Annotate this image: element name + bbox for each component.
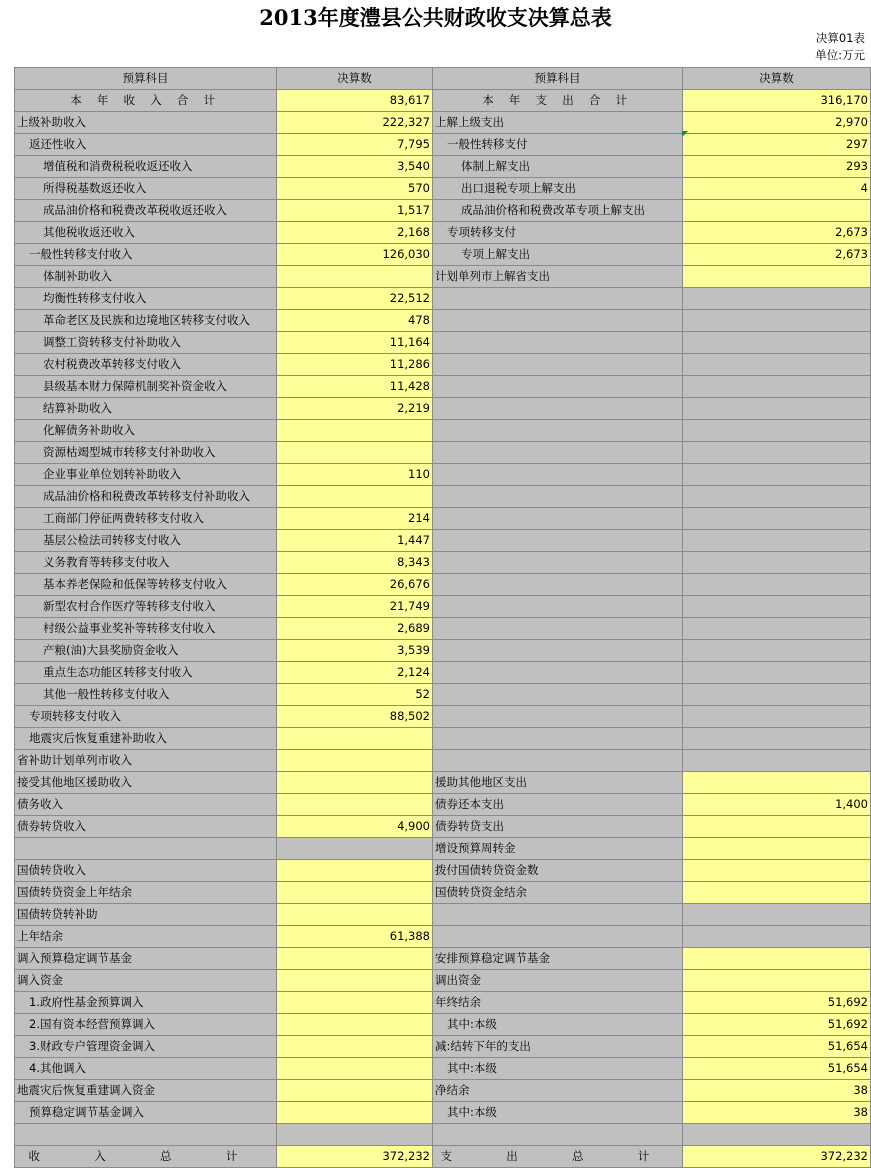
income-amount[interactable]: 110 [277, 464, 433, 486]
table-row [15, 970, 871, 992]
expenditure-amount[interactable] [683, 596, 871, 618]
income-item[interactable]: 化解债务补助收入 [15, 420, 277, 442]
income-item[interactable] [15, 838, 277, 860]
table-row [15, 1036, 871, 1058]
expenditure-item[interactable]: 调出资金 [433, 970, 683, 992]
income-item[interactable]: 收 入 总 计 [15, 1146, 277, 1168]
income-item[interactable]: 基本养老保险和低保等转移支付收入 [15, 574, 277, 596]
table-row [15, 266, 871, 288]
expenditure-item[interactable]: 本 年 支 出 合 计 [433, 90, 683, 112]
expenditure-amount[interactable] [683, 970, 871, 992]
income-item[interactable]: 专项转移支付收入 [15, 706, 277, 728]
table-row [15, 1014, 871, 1036]
income-amount[interactable] [277, 970, 433, 992]
income-amount[interactable] [277, 904, 433, 926]
income-amount[interactable] [277, 420, 433, 442]
income-item[interactable]: 省补助计划单列市收入 [15, 750, 277, 772]
table-row [15, 574, 871, 596]
expenditure-item[interactable]: 国债转贷资金结余 [433, 882, 683, 904]
expenditure-item[interactable]: 其中:本级 [433, 1058, 683, 1080]
expenditure-amount[interactable] [683, 772, 871, 794]
table-row [15, 244, 871, 266]
expenditure-item[interactable] [433, 904, 683, 926]
expenditure-amount[interactable] [683, 574, 871, 596]
expenditure-amount[interactable]: 38 [683, 1102, 871, 1124]
expenditure-item[interactable] [433, 618, 683, 640]
expenditure-item[interactable] [433, 926, 683, 948]
expenditure-item[interactable]: 上解上级支出 [433, 112, 683, 134]
expenditure-item[interactable] [433, 376, 683, 398]
table-row [15, 618, 871, 640]
expenditure-item[interactable]: 减:结转下年的支出 [433, 1036, 683, 1058]
income-item[interactable]: 其他税收返还收入 [15, 222, 277, 244]
income-amount[interactable] [277, 882, 433, 904]
expenditure-item[interactable]: 计划单列市上解省支出 [433, 266, 683, 288]
expenditure-amount[interactable] [683, 860, 871, 882]
income-amount[interactable]: 126,030 [277, 244, 433, 266]
expenditure-item[interactable] [433, 508, 683, 530]
income-amount[interactable]: 26,676 [277, 574, 433, 596]
expenditure-item[interactable]: 安排预算稳定调节基金 [433, 948, 683, 970]
income-amount[interactable]: 478 [277, 310, 433, 332]
income-item[interactable]: 国债转贷转补助 [15, 904, 277, 926]
income-amount[interactable] [277, 860, 433, 882]
income-item[interactable]: 调整工资转移支付补助收入 [15, 332, 277, 354]
cell-comment-marker [682, 131, 688, 137]
expenditure-item[interactable]: 出口退税专项上解支出 [433, 178, 683, 200]
income-item[interactable]: 增值税和消费税税收返还收入 [15, 156, 277, 178]
income-amount[interactable]: 2,168 [277, 222, 433, 244]
expenditure-amount[interactable] [683, 398, 871, 420]
income-item[interactable]: 国债转贷收入 [15, 860, 277, 882]
income-item[interactable]: 地震灾后恢复重建补助收入 [15, 728, 277, 750]
income-amount[interactable]: 570 [277, 178, 433, 200]
table-row [15, 640, 871, 662]
income-item[interactable]: 国债转贷资金上年结余 [15, 882, 277, 904]
header-subject: 预算科目 [15, 68, 277, 90]
income-item[interactable]: 4.其他调入 [15, 1058, 277, 1080]
expenditure-amount[interactable] [683, 640, 871, 662]
table-number: 决算01表 [815, 31, 865, 45]
header-amount: 决算数 [683, 68, 871, 90]
expenditure-amount[interactable] [683, 728, 871, 750]
income-item[interactable]: 预算稳定调节基金调入 [15, 1102, 277, 1124]
table-row [15, 1124, 871, 1146]
expenditure-amount[interactable] [683, 200, 871, 222]
income-item[interactable]: 村级公益事业奖补等转移支付收入 [15, 618, 277, 640]
income-amount[interactable]: 1,517 [277, 200, 433, 222]
expenditure-amount[interactable] [683, 662, 871, 684]
expenditure-item[interactable]: 支 出 总 计 [433, 1146, 683, 1168]
table-row [15, 992, 871, 1014]
final-accounts-table [14, 67, 871, 1168]
income-item[interactable]: 调入资金 [15, 970, 277, 992]
income-amount[interactable]: 372,232 [277, 1146, 433, 1168]
expenditure-item[interactable]: 增设预算周转金 [433, 838, 683, 860]
income-amount[interactable]: 52 [277, 684, 433, 706]
income-amount[interactable]: 21,749 [277, 596, 433, 618]
income-amount[interactable] [277, 442, 433, 464]
table-row [15, 838, 871, 860]
expenditure-item[interactable] [433, 728, 683, 750]
expenditure-item[interactable] [433, 310, 683, 332]
expenditure-item[interactable] [433, 442, 683, 464]
income-amount[interactable]: 22,512 [277, 288, 433, 310]
income-amount[interactable] [277, 948, 433, 970]
expenditure-item[interactable]: 净结余 [433, 1080, 683, 1102]
expenditure-item[interactable]: 一般性转移支付 [433, 134, 683, 156]
expenditure-item[interactable]: 其中:本级 [433, 1102, 683, 1124]
expenditure-amount[interactable]: 1,400 [683, 794, 871, 816]
expenditure-item[interactable] [433, 398, 683, 420]
expenditure-item[interactable] [433, 750, 683, 772]
expenditure-item[interactable] [433, 420, 683, 442]
income-item[interactable]: 上年结余 [15, 926, 277, 948]
expenditure-amount[interactable] [683, 310, 871, 332]
income-amount[interactable]: 2,124 [277, 662, 433, 684]
expenditure-item[interactable] [433, 706, 683, 728]
expenditure-amount[interactable] [683, 288, 871, 310]
income-item[interactable]: 一般性转移支付收入 [15, 244, 277, 266]
expenditure-amount[interactable]: 2,673 [683, 222, 871, 244]
income-item[interactable]: 结算补助收入 [15, 398, 277, 420]
expenditure-item[interactable] [433, 1124, 683, 1146]
income-item[interactable]: 其他一般性转移支付收入 [15, 684, 277, 706]
table-row [15, 1102, 871, 1124]
expenditure-item[interactable] [433, 684, 683, 706]
expenditure-amount[interactable] [683, 838, 871, 860]
income-amount[interactable]: 4,900 [277, 816, 433, 838]
income-item[interactable]: 产粮(油)大县奖励资金收入 [15, 640, 277, 662]
expenditure-amount[interactable] [683, 816, 871, 838]
expenditure-item[interactable] [433, 530, 683, 552]
table-row [15, 442, 871, 464]
income-amount[interactable]: 1,447 [277, 530, 433, 552]
income-item[interactable]: 上级补助收入 [15, 112, 277, 134]
income-item[interactable]: 企业事业单位划转补助收入 [15, 464, 277, 486]
expenditure-amount[interactable]: 2,673 [683, 244, 871, 266]
income-amount[interactable]: 11,164 [277, 332, 433, 354]
expenditure-amount[interactable] [683, 486, 871, 508]
expenditure-amount[interactable]: 51,692 [683, 1014, 871, 1036]
expenditure-amount[interactable] [683, 376, 871, 398]
table-row [15, 860, 871, 882]
income-item[interactable]: 2.国有资本经营预算调入 [15, 1014, 277, 1036]
income-item[interactable]: 农村税费改革转移支付收入 [15, 354, 277, 376]
income-amount[interactable]: 11,428 [277, 376, 433, 398]
expenditure-item[interactable] [433, 486, 683, 508]
income-amount[interactable] [277, 1102, 433, 1124]
expenditure-item[interactable]: 债券还本支出 [433, 794, 683, 816]
expenditure-item[interactable] [433, 662, 683, 684]
income-item[interactable]: 基层公检法司转移支付收入 [15, 530, 277, 552]
table-row [15, 926, 871, 948]
table-row [15, 420, 871, 442]
income-amount[interactable]: 7,795 [277, 134, 433, 156]
table-row [15, 288, 871, 310]
table-row [15, 464, 871, 486]
header-amount: 决算数 [277, 68, 433, 90]
table-row [15, 222, 871, 244]
income-amount[interactable]: 2,219 [277, 398, 433, 420]
table-row [15, 948, 871, 970]
expenditure-amount[interactable] [683, 266, 871, 288]
income-amount[interactable] [277, 838, 433, 860]
income-amount[interactable] [277, 728, 433, 750]
expenditure-amount[interactable] [683, 332, 871, 354]
table-row [15, 750, 871, 772]
expenditure-amount[interactable] [683, 552, 871, 574]
income-amount[interactable]: 214 [277, 508, 433, 530]
table-row [15, 1080, 871, 1102]
income-amount[interactable] [277, 486, 433, 508]
expenditure-item[interactable]: 年终结余 [433, 992, 683, 1014]
table-row [15, 486, 871, 508]
table-row [15, 728, 871, 750]
income-amount[interactable] [277, 794, 433, 816]
expenditure-item[interactable]: 体制上解支出 [433, 156, 683, 178]
income-item[interactable]: 3.财政专户管理资金调入 [15, 1036, 277, 1058]
income-amount[interactable] [277, 1124, 433, 1146]
income-amount[interactable] [277, 992, 433, 1014]
expenditure-amount[interactable] [683, 684, 871, 706]
expenditure-amount[interactable] [683, 530, 871, 552]
table-row [15, 706, 871, 728]
income-amount[interactable]: 3,539 [277, 640, 433, 662]
table-row [15, 552, 871, 574]
table-row [15, 794, 871, 816]
table-row [15, 376, 871, 398]
expenditure-amount[interactable] [683, 882, 871, 904]
expenditure-amount[interactable]: 316,170 [683, 90, 871, 112]
income-item[interactable]: 革命老区及民族和边境地区转移支付收入 [15, 310, 277, 332]
expenditure-item[interactable] [433, 354, 683, 376]
income-item[interactable]: 成品油价格和税费改革税收返还收入 [15, 200, 277, 222]
income-item[interactable]: 资源枯竭型城市转移支付补助收入 [15, 442, 277, 464]
expenditure-item[interactable] [433, 332, 683, 354]
expenditure-amount[interactable] [683, 926, 871, 948]
table-row [15, 200, 871, 222]
header-subject: 预算科目 [433, 68, 683, 90]
table-row [15, 816, 871, 838]
income-amount[interactable] [277, 772, 433, 794]
expenditure-item[interactable] [433, 596, 683, 618]
income-item[interactable]: 重点生态功能区转移支付收入 [15, 662, 277, 684]
expenditure-amount[interactable] [683, 904, 871, 926]
income-item[interactable]: 均衡性转移支付收入 [15, 288, 277, 310]
table-row [15, 1058, 871, 1080]
income-amount[interactable] [277, 1080, 433, 1102]
income-amount[interactable]: 8,343 [277, 552, 433, 574]
table-row [15, 684, 871, 706]
income-item[interactable]: 债务收入 [15, 794, 277, 816]
expenditure-amount[interactable] [683, 354, 871, 376]
income-item[interactable]: 本 年 收 入 合 计 [15, 90, 277, 112]
expenditure-amount[interactable] [683, 464, 871, 486]
income-item[interactable]: 县级基本财力保障机制奖补资金收入 [15, 376, 277, 398]
expenditure-amount[interactable] [683, 948, 871, 970]
income-amount[interactable] [277, 1014, 433, 1036]
income-amount[interactable]: 222,327 [277, 112, 433, 134]
table-row [15, 310, 871, 332]
income-item[interactable]: 所得税基数返还收入 [15, 178, 277, 200]
header-row [15, 68, 871, 90]
expenditure-amount[interactable]: 2,970 [683, 112, 871, 134]
income-item[interactable]: 地震灾后恢复重建调入资金 [15, 1080, 277, 1102]
expenditure-amount[interactable]: 293 [683, 156, 871, 178]
income-item[interactable]: 义务教育等转移支付收入 [15, 552, 277, 574]
income-amount[interactable]: 61,388 [277, 926, 433, 948]
table-row [15, 156, 871, 178]
expenditure-amount[interactable] [683, 420, 871, 442]
expenditure-amount[interactable] [683, 508, 871, 530]
table-row [15, 178, 871, 200]
table-row [15, 508, 871, 530]
expenditure-item[interactable]: 拨付国债转贷资金数 [433, 860, 683, 882]
income-amount[interactable] [277, 1036, 433, 1058]
income-amount[interactable] [277, 750, 433, 772]
table-row [15, 530, 871, 552]
expenditure-amount[interactable]: 51,692 [683, 992, 871, 1014]
table-row [15, 134, 871, 156]
income-item[interactable]: 新型农村合作医疗等转移支付收入 [15, 596, 277, 618]
expenditure-amount[interactable] [683, 750, 871, 772]
expenditure-item[interactable]: 援助其他地区支出 [433, 772, 683, 794]
expenditure-item[interactable]: 成品油价格和税费改革专项上解支出 [433, 200, 683, 222]
income-item[interactable] [15, 1124, 277, 1146]
expenditure-item[interactable] [433, 640, 683, 662]
expenditure-item[interactable]: 其中:本级 [433, 1014, 683, 1036]
unit-label: 单位:万元 [815, 48, 865, 62]
expenditure-amount[interactable]: 38 [683, 1080, 871, 1102]
income-item[interactable]: 返还性收入 [15, 134, 277, 156]
expenditure-amount[interactable]: 4 [683, 178, 871, 200]
expenditure-amount[interactable]: 297 [683, 134, 871, 156]
table-row [15, 332, 871, 354]
expenditure-amount[interactable]: 51,654 [683, 1058, 871, 1080]
expenditure-amount[interactable]: 372,232 [683, 1146, 871, 1168]
income-amount[interactable] [277, 266, 433, 288]
expenditure-item[interactable] [433, 552, 683, 574]
expenditure-item[interactable] [433, 464, 683, 486]
income-amount[interactable]: 2,689 [277, 618, 433, 640]
income-amount[interactable] [277, 1058, 433, 1080]
expenditure-item[interactable]: 债券转贷支出 [433, 816, 683, 838]
table-row [15, 112, 871, 134]
table-row [15, 772, 871, 794]
table-row [15, 904, 871, 926]
income-amount[interactable]: 11,286 [277, 354, 433, 376]
table-row [15, 1146, 871, 1168]
expenditure-amount[interactable]: 51,654 [683, 1036, 871, 1058]
table-row [15, 662, 871, 684]
expenditure-amount[interactable] [683, 706, 871, 728]
income-item[interactable]: 体制补助收入 [15, 266, 277, 288]
income-amount[interactable]: 3,540 [277, 156, 433, 178]
report-title: 2013年度澧县公共财政收支决算总表 [259, 5, 612, 30]
expenditure-item[interactable]: 专项上解支出 [433, 244, 683, 266]
table-row [15, 90, 871, 112]
income-item[interactable]: 1.政府性基金预算调入 [15, 992, 277, 1014]
income-amount[interactable]: 83,617 [277, 90, 433, 112]
expenditure-item[interactable]: 专项转移支付 [433, 222, 683, 244]
income-item[interactable]: 调入预算稳定调节基金 [15, 948, 277, 970]
income-item[interactable]: 工商部门停征两费转移支付收入 [15, 508, 277, 530]
income-item[interactable]: 债券转贷收入 [15, 816, 277, 838]
expenditure-amount[interactable] [683, 618, 871, 640]
table-row [15, 882, 871, 904]
expenditure-item[interactable] [433, 288, 683, 310]
expenditure-amount[interactable] [683, 1124, 871, 1146]
income-item[interactable]: 成品油价格和税费改革转移支付补助收入 [15, 486, 277, 508]
income-amount[interactable]: 88,502 [277, 706, 433, 728]
expenditure-amount[interactable] [683, 442, 871, 464]
table-row [15, 398, 871, 420]
income-item[interactable]: 接受其他地区援助收入 [15, 772, 277, 794]
expenditure-item[interactable] [433, 574, 683, 596]
table-row [15, 354, 871, 376]
table-row [15, 596, 871, 618]
